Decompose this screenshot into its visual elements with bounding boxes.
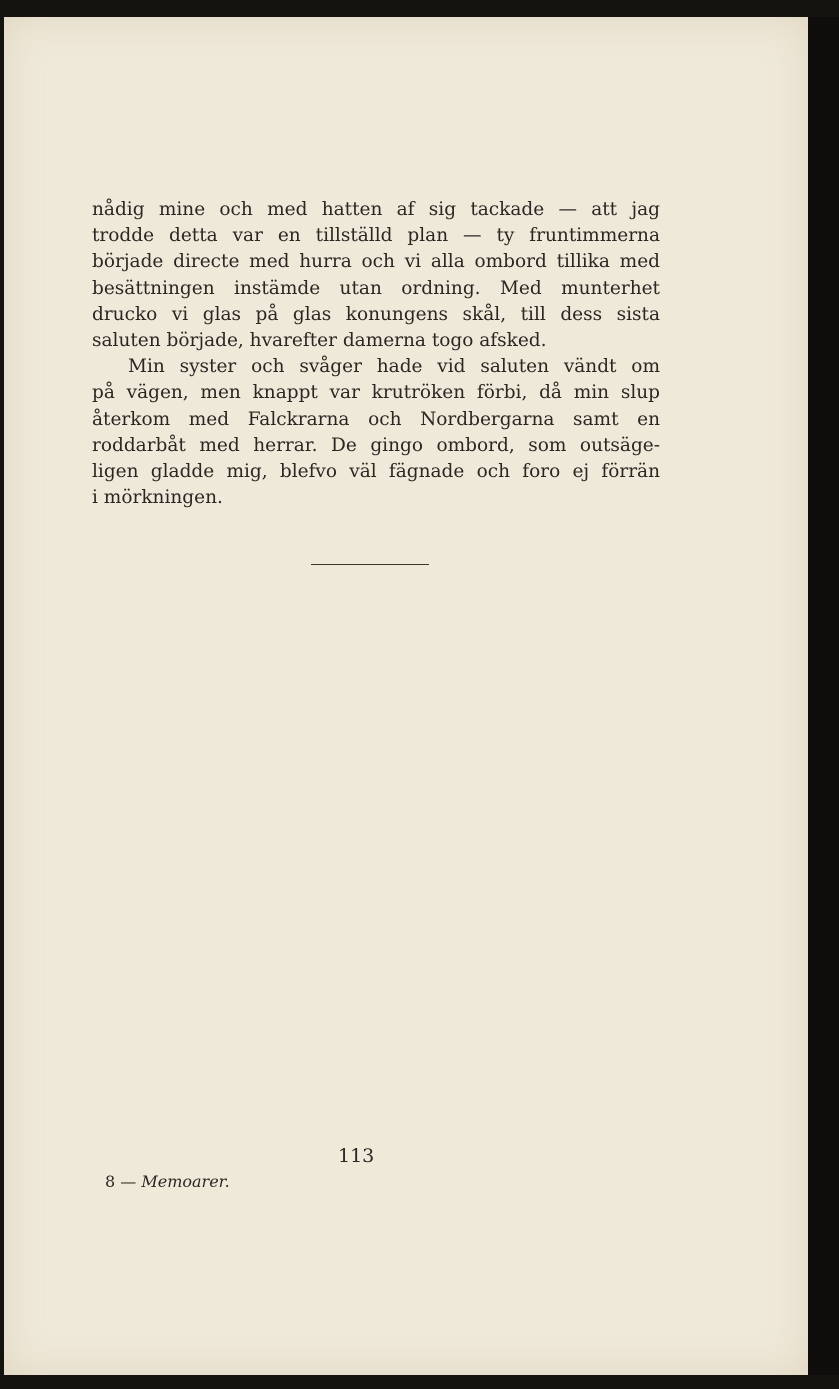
text-line: drucko vi glas på glas konungens skål, till dess sista	[92, 303, 660, 325]
signature-title: Memoarer.	[141, 1172, 230, 1191]
text-line: ligen gladde mig, blefvo väl fägnade och foro ej förrän	[92, 460, 660, 482]
text-line: började directe med hurra och vi alla ombord tillika med	[92, 251, 660, 273]
text-line: saluten började, hvarefter damerna togo afsked.	[92, 329, 547, 351]
text-line: besättningen instämde utan ordning. Med munterhet	[92, 277, 660, 299]
signature-number: 8 —	[105, 1172, 137, 1191]
text-line: roddarbåt med herrar. De gingo ombord, som outsäge-	[92, 434, 660, 456]
section-divider	[311, 564, 429, 565]
body-text	[92, 197, 660, 511]
text-line: återkom med Falckrarna och Nordbergarna samt en	[92, 408, 660, 430]
text-line: på vägen, men knappt var krutröken förbi, då min slup	[92, 382, 660, 404]
page-number: 113	[338, 1145, 375, 1167]
page-edge	[808, 17, 839, 1375]
text-line: Min syster och svåger hade vid saluten vändt om	[128, 356, 660, 378]
text-line: trodde detta var en tillställd plan — ty fruntimmerna	[92, 225, 660, 247]
signature-mark	[105, 1172, 230, 1191]
text-line: i mörkningen.	[92, 487, 223, 509]
text-line: nådig mine och med hatten af sig tackade — att jag	[92, 199, 660, 220]
